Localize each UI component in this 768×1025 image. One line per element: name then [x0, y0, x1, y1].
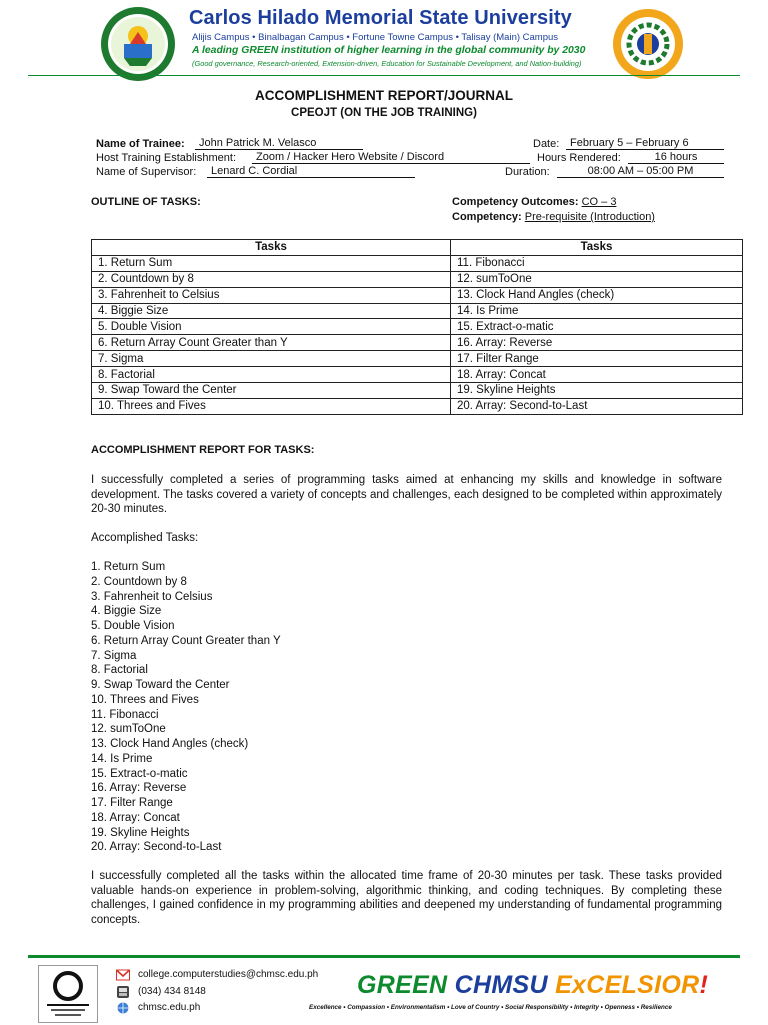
page-subtitle: CPEOJT (ON THE JOB TRAINING): [291, 107, 477, 119]
task-cell: 6. Return Array Count Greater than Y: [92, 335, 451, 351]
contact-email[interactable]: college.computerstudies@chmsc.edu.ph: [138, 969, 319, 980]
list-item: 10. Threes and Fives: [91, 693, 199, 706]
list-item: 3. Fahrenheit to Celsius: [91, 590, 213, 603]
iso-certification-icon: [38, 965, 98, 1023]
trainee-value: John Patrick M. Velasco: [195, 137, 363, 150]
table-header-row: [92, 240, 743, 256]
task-cell: 9. Swap Toward the Center: [92, 383, 451, 399]
accomplished-list: [91, 560, 281, 855]
task-cell: 4. Biggie Size: [92, 303, 451, 319]
task-cell: 13. Clock Hand Angles (check): [451, 287, 743, 303]
table-row: [92, 398, 743, 414]
list-item: 17. Filter Range: [91, 797, 173, 809]
task-cell: 5. Double Vision: [92, 319, 451, 335]
outcomes-label: Competency Outcomes:: [452, 196, 579, 208]
competency-label: Competency:: [452, 211, 522, 223]
duration-label: Duration:: [505, 166, 550, 178]
list-item: 2. Countdown by 8: [91, 575, 187, 588]
supervisor-value: Lenard C. Cordial: [207, 165, 415, 178]
task-cell: 15. Extract-o-matic: [451, 319, 743, 335]
list-item: 9. Swap Toward the Center: [91, 679, 230, 691]
task-cell: 8. Factorial: [92, 367, 451, 383]
conclusion-paragraph: I successfully completed all the tasks within the allocated time frame of 20-30 minutes per task. These tasks provided valuable hands-on experience in problem-solving, algorithmic thinking, and coding techniques. By completing these challenges, I gained confidence in my programming abilities and deepened my understanding of fundamental programming concepts.: [91, 870, 722, 927]
vision-subtagline: (Good governance, Research-oriented, Extension-driven, Education for Sustainable Development, and Nation-building): [192, 59, 582, 68]
list-item: 16. Array: Reverse: [91, 782, 187, 795]
core-values: Excellence • Compassion • Environmentalism • Love of Country • Social Responsibility • Integrity • Openness • Resilience: [309, 1004, 672, 1011]
task-cell: 20. Array: Second-to-Last: [451, 398, 743, 414]
slogan-green: GREEN: [357, 971, 455, 999]
outline-heading: OUTLINE OF TASKS:: [91, 196, 201, 208]
list-item: 7. Sigma: [91, 649, 137, 662]
accomplished-heading: Accomplished Tasks:: [91, 532, 199, 544]
table-row: [92, 319, 743, 335]
footer-rule: [28, 955, 740, 958]
table-row: [92, 271, 743, 287]
table-row: [92, 287, 743, 303]
task-cell: 1. Return Sum: [92, 255, 451, 271]
outcomes-value: CO – 3: [581, 196, 617, 208]
header-rule: [28, 75, 740, 76]
task-cell: 10. Threes and Fives: [92, 398, 451, 414]
competency-outcomes: [452, 196, 616, 208]
list-item: 19. Skyline Heights: [91, 826, 190, 839]
task-cell: 3. Fahrenheit to Celsius: [92, 287, 451, 303]
date-value: February 5 – February 6: [566, 137, 724, 150]
task-cell: 12. sumToOne: [451, 271, 743, 287]
duration-value: 08:00 AM – 05:00 PM: [557, 165, 724, 178]
list-item: 18. Array: Concat: [91, 811, 180, 824]
task-cell: 19. Skyline Heights: [451, 383, 743, 399]
list-item: 1. Return Sum: [91, 561, 166, 573]
list-item: 6. Return Array Count Greater than Y: [91, 634, 281, 647]
list-item: 4. Biggie Size: [91, 605, 162, 618]
task-cell: 18. Array: Concat: [451, 367, 743, 383]
list-item: 14. Is Prime: [91, 752, 153, 765]
report-heading: ACCOMPLISHMENT REPORT FOR TASKS:: [91, 444, 315, 456]
mail-icon: [116, 969, 130, 981]
task-cell: 16. Array: Reverse: [451, 335, 743, 351]
column-header: Tasks: [451, 240, 743, 256]
establishment-value: Zoom / Hacker Hero Website / Discord: [252, 151, 530, 164]
contact-phone[interactable]: (034) 434 8148: [138, 986, 206, 997]
footer-slogan: [357, 971, 708, 1000]
slogan-orange: ExCELSIOR: [555, 971, 700, 999]
hours-value: 16 hours: [628, 151, 724, 164]
intro-paragraph: I successfully completed a series of programming tasks aimed at enhancing my skills and knowledge in software development. The tasks covered a variety of concepts and challenges, each designed to be completed within approximately 20-30 minutes.: [91, 474, 722, 516]
task-cell: 2. Countdown by 8: [92, 271, 451, 287]
supervisor-label: Name of Supervisor:: [96, 166, 197, 178]
table-row: [92, 255, 743, 271]
contact-website[interactable]: chmsc.edu.ph: [138, 1002, 201, 1013]
table-row: [92, 303, 743, 319]
list-item: 8. Factorial: [91, 664, 148, 677]
task-cell: 17. Filter Range: [451, 351, 743, 367]
trainee-label: Name of Trainee:: [96, 138, 185, 150]
college-of-engineering-seal-icon: [612, 8, 684, 80]
list-item: 20. Array: Second-to-Last: [91, 841, 222, 854]
tasks-table: [91, 239, 743, 415]
page-title: ACCOMPLISHMENT REPORT/JOURNAL: [254, 88, 513, 103]
column-header: Tasks: [92, 240, 451, 256]
hours-label: Hours Rendered:: [537, 152, 621, 164]
establishment-label: Host Training Establishment:: [96, 152, 237, 164]
university-seal-icon: [100, 6, 176, 82]
task-cell: 7. Sigma: [92, 351, 451, 367]
table-row: [92, 367, 743, 383]
slogan-blue: CHMSU: [454, 971, 556, 999]
competency: [452, 211, 655, 223]
list-item: 5. Double Vision: [91, 620, 175, 632]
list-item: 15. Extract-o-matic: [91, 767, 188, 780]
table-row: [92, 335, 743, 351]
table-row: [92, 383, 743, 399]
task-cell: 14. Is Prime: [451, 303, 743, 319]
university-name: Carlos Hilado Memorial State University: [189, 7, 572, 29]
globe-icon: [116, 1002, 130, 1014]
list-item: 11. Fibonacci: [91, 708, 159, 721]
list-item: 13. Clock Hand Angles (check): [91, 738, 249, 750]
competency-value: Pre-requisite (Introduction): [524, 211, 655, 223]
date-label: Date:: [533, 138, 560, 150]
task-cell: 11. Fibonacci: [451, 255, 743, 271]
list-item: 12. sumToOne: [91, 723, 166, 736]
campus-list: Alijis Campus • Binalbagan Campus • Fortune Towne Campus • Talisay (Main) Campus: [192, 32, 559, 43]
vision-tagline: A leading GREEN institution of higher learning in the global community by 2030: [192, 45, 586, 56]
phone-icon: [116, 986, 130, 998]
table-row: [92, 351, 743, 367]
slogan-mark: !: [699, 971, 709, 999]
